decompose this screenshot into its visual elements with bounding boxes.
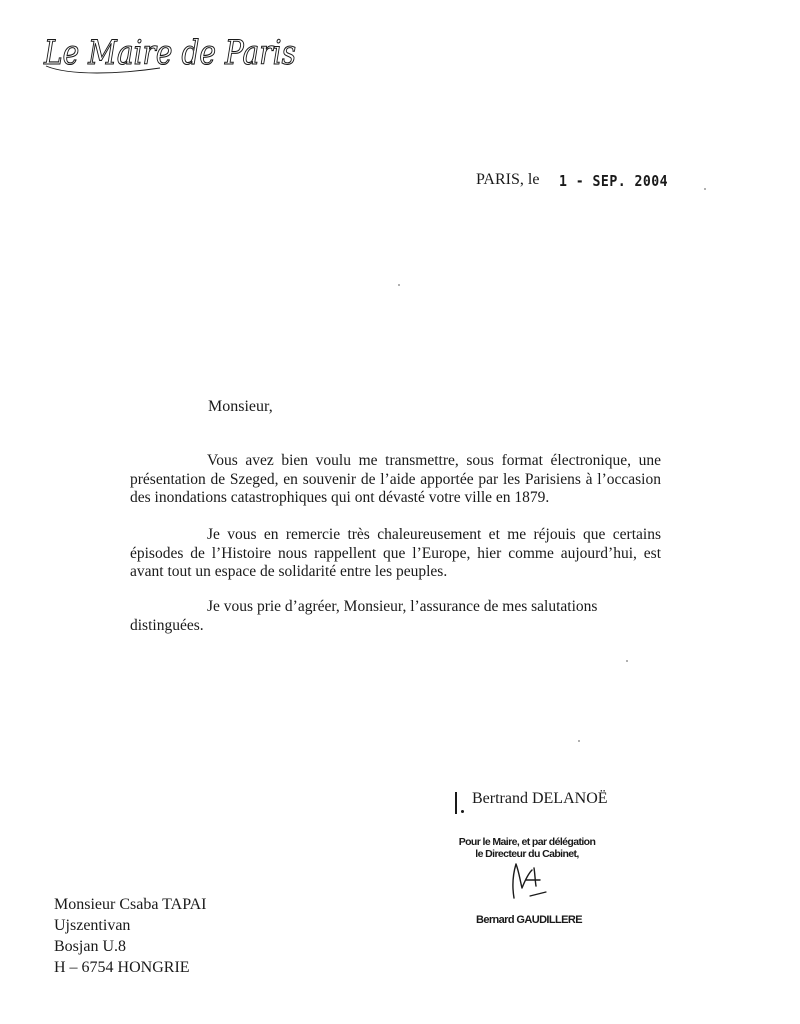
address-line-3: Bosjan U.8: [54, 938, 126, 955]
date-prefix: PARIS, le: [476, 171, 540, 188]
letterhead-text: Le Maire de Paris: [43, 33, 297, 73]
address-line-1: Monsieur Csaba TAPAI: [54, 896, 207, 913]
signature-block: [452, 790, 652, 950]
letterhead-logo: [40, 18, 310, 80]
body-paragraph-2: Je vous en remercie très chaleureusement et me réjouis que certains épisodes de l’Histoire nous rappellent que l’Europe, hier comme aujourd’hui, est avant tout un espace de solidarité entre les peuples.: [130, 526, 661, 580]
delegation-stamp: [452, 836, 602, 860]
handwritten-signature: [504, 858, 554, 902]
scan-speck: [398, 284, 400, 286]
signature-bar: [455, 792, 457, 814]
body-paragraph-1: Vous avez bien voulu me transmettre, sous format électronique, une présentation de Szeged, en souvenir de l’aide apportée par les Parisiens à l’occasion des inondations catastrophiques qui ont dévasté votre ville en 1879.: [130, 452, 661, 506]
delegation-line-1: Pour le Maire, et par délégation: [458, 836, 596, 848]
scan-speck: [704, 188, 706, 190]
scan-speck: [578, 740, 580, 742]
address-line-4: H – 6754 HONGRIE: [54, 959, 190, 976]
date-line: [476, 170, 683, 189]
date-stamp: 1 - SEP. 2004: [559, 172, 669, 190]
recipient-address: [54, 894, 207, 978]
signer-name: Bertrand DELANOË: [472, 790, 608, 807]
salutation: Monsieur,: [208, 398, 273, 415]
body-paragraph-3: Je vous prie d’agréer, Monsieur, l’assurance de mes salutations distinguées.: [130, 598, 598, 634]
address-line-2: Ujszentivan: [54, 917, 131, 934]
signature-dot: [461, 810, 464, 813]
signatory-stamp: Bernard GAUDILLERE: [476, 914, 582, 926]
letterhead-script: [40, 18, 310, 80]
delegation-line-2: le Directeur du Cabinet,: [475, 848, 579, 860]
scan-speck: [626, 660, 628, 662]
